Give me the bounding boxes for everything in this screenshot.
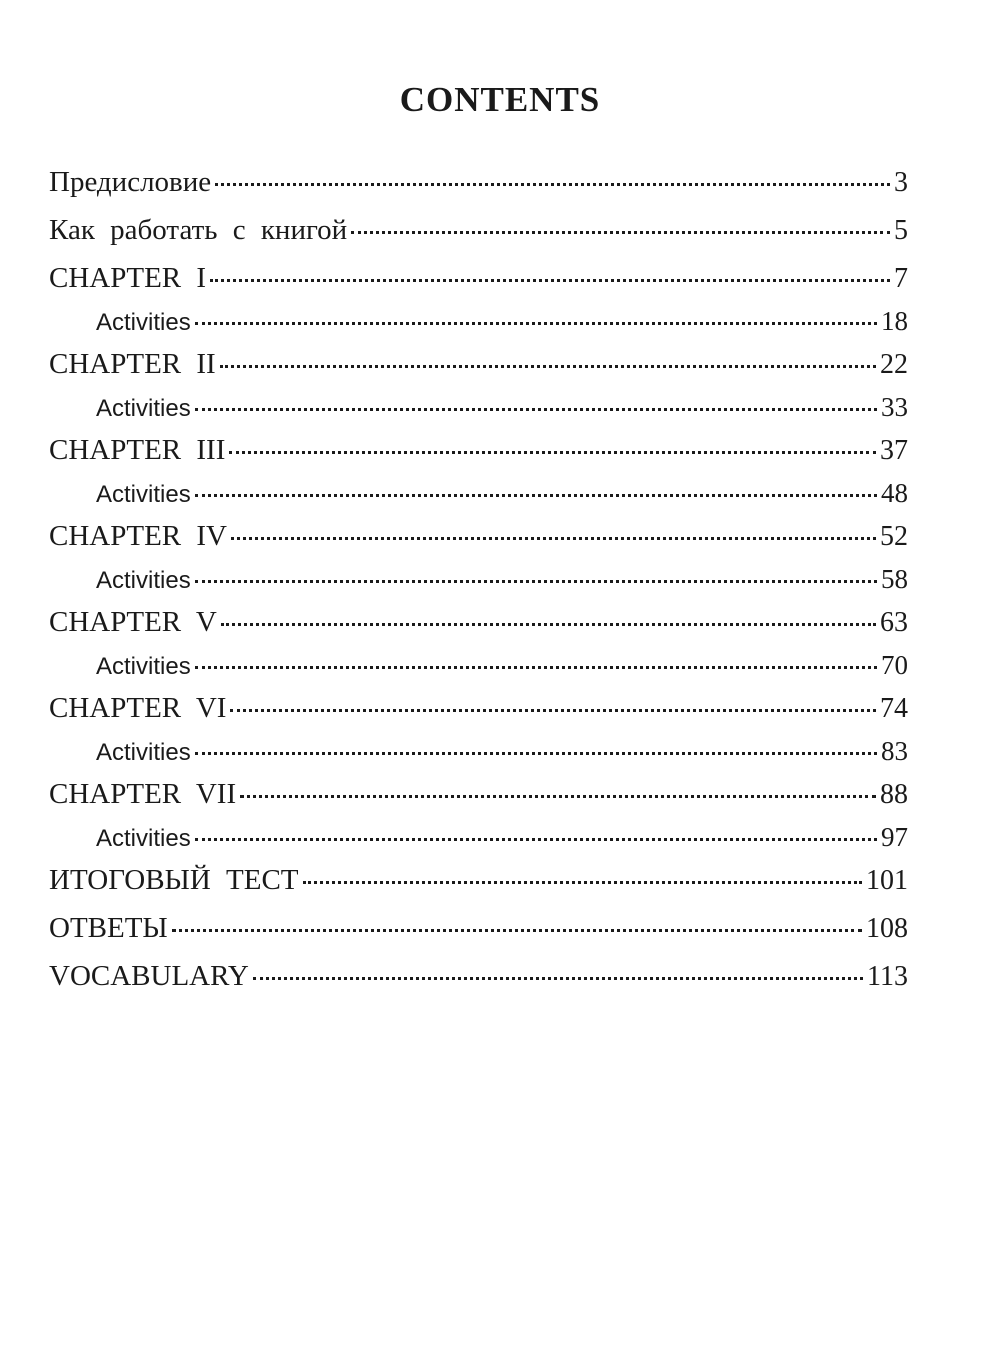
toc-entry-activities-5 xyxy=(49,647,908,684)
toc-page-number: 37 xyxy=(880,435,908,466)
dot-leader xyxy=(195,838,877,841)
dot-leader xyxy=(303,881,862,884)
toc-entry-label: Activities xyxy=(96,309,191,336)
toc-entry-activities-4 xyxy=(49,561,908,598)
dot-leader xyxy=(195,666,877,669)
dot-leader xyxy=(215,183,890,186)
toc-page-number: 7 xyxy=(894,263,908,294)
toc-page-number: 3 xyxy=(894,167,908,198)
toc-page-number: 33 xyxy=(881,392,908,422)
toc-entry-label: Activities xyxy=(96,481,191,508)
toc-page-number: 113 xyxy=(867,961,908,992)
dot-leader xyxy=(351,231,890,234)
dot-leader xyxy=(210,279,890,282)
toc-entry-label: Как работать с книгой xyxy=(49,214,348,246)
toc-entry-label: Предисловие xyxy=(49,166,212,198)
toc-page-number: 18 xyxy=(881,306,908,336)
toc-entry-label: CHAPTER VI xyxy=(49,692,227,724)
toc-entry-activities-6 xyxy=(49,733,908,770)
toc-entry-label: CHAPTER VII xyxy=(49,778,237,810)
toc-entry-chapter-3 xyxy=(49,426,908,475)
toc-entry-label: CHAPTER IV xyxy=(49,520,227,552)
dot-leader xyxy=(221,623,876,626)
toc-entry-answers xyxy=(49,904,908,952)
toc-page-number: 101 xyxy=(866,865,908,896)
toc-entry-label: CHAPTER V xyxy=(49,606,217,638)
toc-page-number: 83 xyxy=(881,736,908,766)
dot-leader xyxy=(230,709,876,712)
toc-entry-chapter-5 xyxy=(49,598,908,647)
toc-page-number: 88 xyxy=(880,779,908,810)
toc-page-number: 74 xyxy=(880,693,908,724)
toc-entry-label: VOCABULARY xyxy=(49,960,249,992)
toc-entry-label: Activities xyxy=(96,653,191,680)
toc-entry-activities-1 xyxy=(49,303,908,340)
toc-entry-label: ИТОГОВЫЙ ТЕСТ xyxy=(49,864,299,896)
table-of-contents xyxy=(49,158,908,1000)
toc-entry-chapter-6 xyxy=(49,684,908,733)
dot-leader xyxy=(195,408,877,411)
dot-leader xyxy=(231,537,876,540)
toc-entry-chapter-2 xyxy=(49,340,908,389)
toc-page-number: 48 xyxy=(881,478,908,508)
toc-entry-label: Activities xyxy=(96,825,191,852)
toc-entry-label: CHAPTER II xyxy=(49,348,216,380)
dot-leader xyxy=(253,977,863,980)
dot-leader xyxy=(172,929,862,932)
page-title: CONTENTS xyxy=(399,80,601,119)
toc-entry-label: CHAPTER III xyxy=(49,434,226,466)
toc-entry-preface xyxy=(49,158,908,206)
toc-entry-activities-7 xyxy=(49,819,908,856)
toc-entry-label: Activities xyxy=(96,395,191,422)
dot-leader xyxy=(195,322,877,325)
toc-page-number: 5 xyxy=(894,215,908,246)
dot-leader xyxy=(195,580,877,583)
toc-page-number: 63 xyxy=(880,607,908,638)
toc-page-number: 52 xyxy=(880,521,908,552)
dot-leader xyxy=(220,365,876,368)
toc-entry-label: ОТВЕТЫ xyxy=(49,912,168,944)
dot-leader xyxy=(195,494,877,497)
toc-page-number: 97 xyxy=(881,822,908,852)
toc-entry-chapter-4 xyxy=(49,512,908,561)
toc-page-number: 58 xyxy=(881,564,908,594)
toc-entry-how-to-use xyxy=(49,206,908,254)
toc-entry-label: Activities xyxy=(96,567,191,594)
toc-entry-label: CHAPTER I xyxy=(49,262,207,294)
toc-entry-label: Activities xyxy=(96,739,191,766)
toc-entry-activities-2 xyxy=(49,389,908,426)
toc-entry-activities-3 xyxy=(49,475,908,512)
toc-page-number: 70 xyxy=(881,650,908,680)
dot-leader xyxy=(195,752,877,755)
toc-entry-chapter-7 xyxy=(49,770,908,819)
toc-entry-vocabulary xyxy=(49,952,908,1000)
toc-entry-chapter-1 xyxy=(49,254,908,303)
toc-entry-final-test xyxy=(49,856,908,904)
toc-page-number: 22 xyxy=(880,349,908,380)
dot-leader xyxy=(229,451,876,454)
toc-page-number: 108 xyxy=(866,913,908,944)
dot-leader xyxy=(240,795,876,798)
